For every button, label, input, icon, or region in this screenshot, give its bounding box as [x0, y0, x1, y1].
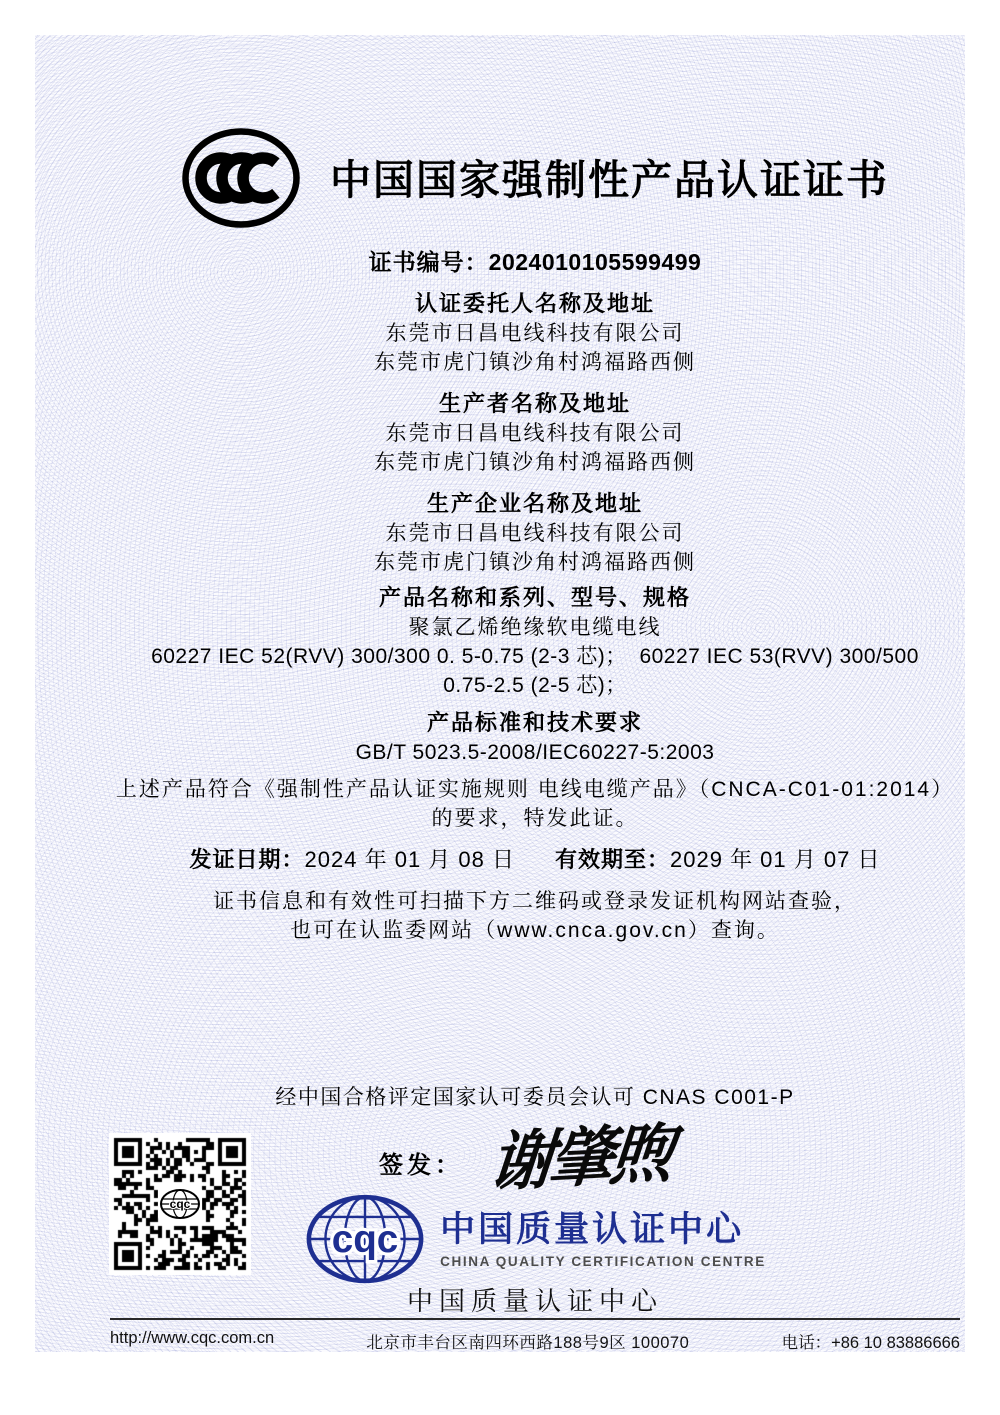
section-heading: 产品名称和系列、型号、规格 [378, 585, 691, 610]
issue-date-value: 2024 年 01 月 08 日 [304, 847, 515, 872]
cqc-logo-text: cqc [331, 1217, 399, 1261]
section-standard [75, 708, 995, 767]
section-heading: 生产企业名称及地址 [426, 491, 643, 516]
footer-divider [110, 1318, 960, 1320]
issuer-name-cn: 中国质量认证中心 [440, 1209, 745, 1249]
section-producer [75, 389, 995, 477]
producer-address: 东莞市虎门镇沙角村鸿福路西侧 [374, 451, 696, 474]
product-models-1: 60227 IEC 52(RVV) 300/300 0. 5-0.75 (2-3 芯)； 60227 IEC 53(RVV) 300/500 [151, 645, 919, 668]
ccc-mark-icon [181, 127, 301, 229]
issuer-names [440, 1210, 766, 1269]
factory-address: 东莞市虎门镇沙角村鸿福路西侧 [374, 551, 696, 574]
section-factory [75, 489, 995, 577]
certificate-number-value: 2024010105599499 [488, 249, 702, 275]
section-heading: 产品标准和技术要求 [426, 710, 643, 735]
footer [110, 1329, 960, 1353]
section-heading: 生产者名称及地址 [438, 391, 631, 416]
signer-signature: 谢肇煦 [486, 1116, 673, 1201]
expiry-date-label: 有效期至： [555, 847, 671, 872]
cqc-globe-icon [304, 1193, 426, 1285]
standard-code: GB/T 5023.5-2008/IEC60227-5:2003 [355, 741, 715, 764]
product-name: 聚氯乙烯绝缘软电缆电线 [408, 616, 662, 639]
product-models-2: 0.75-2.5 (2-5 芯)； [443, 674, 627, 697]
certificate-body [75, 247, 995, 945]
verification-note [75, 887, 995, 945]
footer-website: http://www.cqc.com.cn [110, 1329, 275, 1347]
svg-text:cqc: cqc [169, 1197, 191, 1211]
compliance-statement [75, 775, 995, 833]
verification-line-1: 证书信息和有效性可扫描下方二维码或登录发证机构网站查验， [213, 890, 857, 913]
issuer-stamp-name: 中国质量认证中心 [406, 1286, 663, 1316]
expiry-date-value: 2029 年 01 月 07 日 [670, 847, 881, 872]
producer-name: 东莞市日昌电线科技有限公司 [385, 422, 685, 445]
guilloche-background [35, 35, 965, 1352]
section-heading: 认证委托人名称及地址 [414, 291, 655, 316]
certificate-number-line [75, 247, 995, 277]
issue-date-label: 发证日期： [189, 847, 305, 872]
footer-address: 北京市丰台区南四环西路188号9区 100070 [366, 1334, 690, 1352]
section-product [75, 583, 995, 700]
issuer-logo-block [35, 1193, 1000, 1285]
footer-phone [782, 1329, 960, 1353]
issuer-name-en: CHINA QUALITY CERTIFICATION CENTRE [440, 1253, 766, 1269]
section-applicant [75, 289, 995, 377]
validity-dates-line [75, 845, 995, 875]
footer-phone-label: 电话： [781, 1334, 832, 1352]
compliance-line-2: 的要求，特发此证。 [431, 807, 639, 830]
accreditation-line: 经中国合格评定国家认可委员会认可 CNAS C001-P [275, 1086, 795, 1109]
compliance-line-1: 上述产品符合《强制性产品认证实施规则 电线电缆产品》（CNCA-C01-01:2014） [115, 778, 955, 801]
certificate-number-label: 证书编号： [368, 249, 489, 275]
factory-name: 东莞市日昌电线科技有限公司 [385, 522, 685, 545]
page-title: 中国国家强制性产品认证证书 [330, 157, 889, 203]
verification-line-2: 也可在认监委网站（www.cnca.gov.cn）查询。 [290, 919, 780, 942]
footer-phone-number: +86 10 83886666 [831, 1334, 960, 1352]
sign-label: 签发： [379, 1152, 463, 1179]
applicant-address: 东莞市虎门镇沙角村鸿福路西侧 [374, 351, 696, 374]
applicant-name: 东莞市日昌电线科技有限公司 [385, 322, 685, 345]
